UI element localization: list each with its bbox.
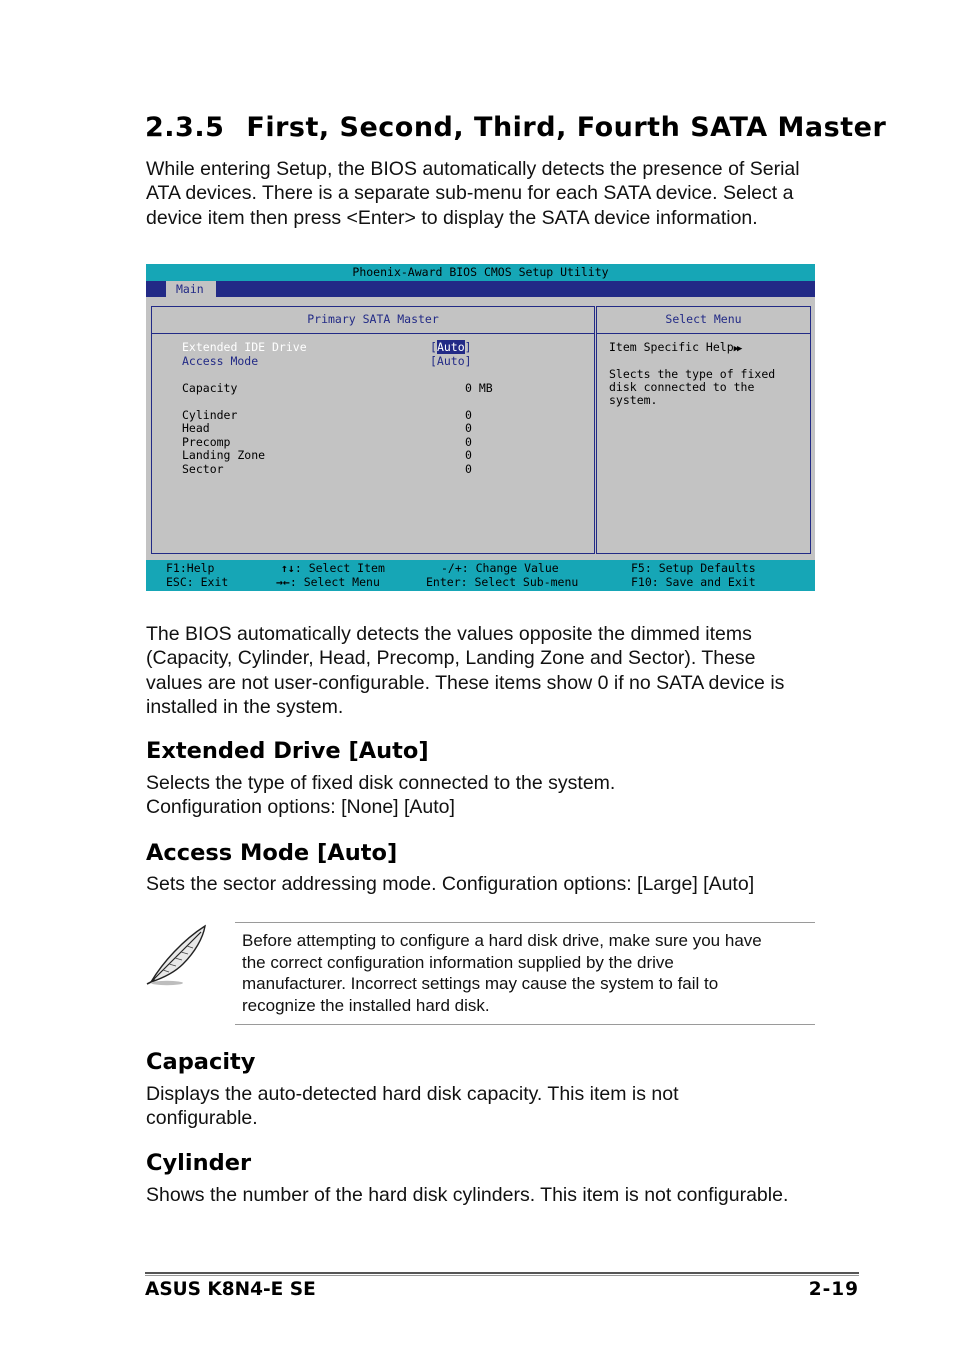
key-change-value: -/+: Change Value [441, 561, 559, 575]
key-select-item [281, 561, 385, 575]
cylinder-text: Shows the number of the hard disk cylinders. This item is not configurable. [146, 1184, 789, 1206]
bios-title-bar: Phoenix-Award BIOS CMOS Setup Utility [146, 264, 815, 281]
note-bottom-rule [235, 1024, 815, 1025]
info-sector-label: Sector [182, 461, 224, 476]
access-mode-value[interactable]: [Auto] [430, 353, 472, 368]
capacity-heading: Capacity [146, 1049, 256, 1075]
access-mode-heading: Access Mode [Auto] [146, 840, 398, 866]
panel-title: Primary SATA Master [152, 307, 594, 334]
help-heading [609, 341, 740, 356]
menu-item-extended-ide-drive[interactable]: Extended IDE Drive [182, 340, 307, 354]
section-heading [145, 112, 886, 143]
intro-paragraph: While entering Setup, the BIOS automatically detects the presence of Serial ATA devices. There is a separate sub-menu for each SATA device. Select a device item then press <Enter> to display the SATA device information. [146, 158, 800, 229]
bracket-close: ] [464, 340, 472, 354]
menu-item-access-mode[interactable]: Access Mode [182, 353, 259, 368]
footer-rule-thin [145, 1275, 859, 1276]
footer-page-number: 2-19 [808, 1279, 859, 1300]
help-text: Slects the type of fixed disk connected to the system. [609, 366, 776, 408]
select-item-text: : Select Item [294, 561, 385, 575]
help-panel-title: Select Menu [597, 307, 810, 334]
cylinder-heading: Cylinder [146, 1150, 252, 1176]
feather-icon [143, 922, 211, 988]
select-menu-text: : Select Menu [289, 575, 380, 589]
key-f5-defaults: F5: Setup Defaults [631, 561, 756, 575]
double-arrow-icon: ▶▶ [733, 344, 741, 354]
capacity-text: Displays the auto-detected hard disk capacity. This item is not configurable. [146, 1083, 679, 1130]
info-cylinder-value: 0 [465, 407, 472, 422]
info-sector-value: 0 [465, 461, 472, 476]
info-landing-zone-label: Landing Zone [182, 448, 266, 462]
info-head-value: 0 [465, 421, 472, 435]
bios-key-legend [146, 560, 815, 591]
key-sub-menu: Enter: Select Sub-menu [426, 575, 579, 589]
bios-help-panel [596, 306, 811, 554]
info-cylinder-label: Cylinder [182, 407, 238, 422]
section-number: 2.3.5 [145, 112, 225, 143]
info-head-label: Head [182, 421, 210, 435]
section-title: First, Second, Third, Fourth SATA Master [246, 112, 887, 143]
note-top-rule [235, 922, 815, 923]
bios-settings-panel [151, 306, 595, 554]
left-right-arrow-icon: →← [276, 575, 290, 589]
extended-drive-heading: Extended Drive [Auto] [146, 738, 429, 764]
key-f1-help: F1:Help [166, 561, 215, 575]
access-mode-text: Sets the sector addressing mode. Configuration options: [Large] [Auto] [146, 873, 755, 895]
tab-main[interactable]: Main [166, 281, 216, 297]
up-down-arrow-icon: ↑↓ [281, 561, 295, 575]
footer-rule [145, 1272, 859, 1274]
auto-detect-paragraph: The BIOS automatically detects the values opposite the dimmed items (Capacity, Cylinder, Head, Precomp, Landing Zone and Sector). These values are not user-configurable. These items show 0 if no SATA device is installed in the system. [146, 623, 785, 718]
bios-screenshot [146, 264, 815, 591]
note-text: Before attempting to configure a hard disk drive, make sure you have the correct configuration information supplied by the drive manufacturer. Incorrect settings may cause the system to fail to recognize the installed hard disk. [242, 931, 762, 1016]
info-capacity-value: 0 MB [465, 380, 493, 395]
key-f10-save-exit: F10: Save and Exit [631, 575, 756, 589]
key-esc-exit: ESC: Exit [166, 575, 229, 589]
bios-menu-bar [146, 281, 815, 297]
extended-ide-drive-value[interactable] [430, 341, 472, 354]
info-landing-zone-value: 0 [465, 448, 472, 462]
bracket-open: [ [430, 340, 437, 354]
info-capacity-label: Capacity [182, 380, 238, 395]
extended-drive-text: Selects the type of fixed disk connected to the system. Configuration options: [None] [Auto] [146, 772, 616, 819]
footer-product-name: ASUS K8N4-E SE [145, 1279, 316, 1300]
help-heading-text: Item Specific Help [609, 340, 734, 354]
info-precomp-value: 0 [465, 434, 472, 449]
key-select-menu [276, 575, 380, 589]
info-precomp-label: Precomp [182, 434, 231, 449]
selected-value: Auto [436, 340, 465, 354]
